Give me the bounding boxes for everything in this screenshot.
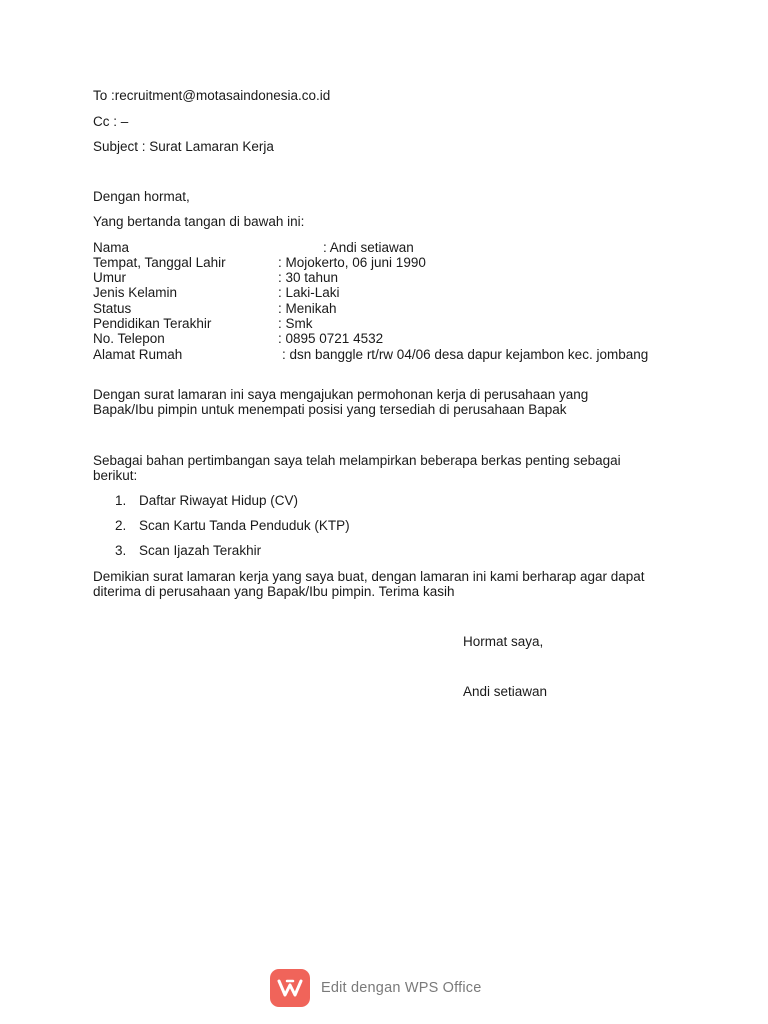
wps-edit-banner[interactable] — [270, 969, 482, 1007]
field-label-telepon: No. Telepon — [93, 331, 165, 346]
paragraph1-line2: Bapak/Ibu pimpin untuk menempati posisi yang tersediah di perusahaan Bapak — [93, 402, 567, 417]
signature-name: Andi setiawan — [463, 684, 548, 699]
email-subject-line: Subject : Surat Lamaran Kerja — [93, 139, 274, 154]
field-value-alamat: : dsn banggle rt/rw 04/06 desa dapur kejambon kec. jombang — [282, 347, 649, 362]
field-value-jenis-kelamin: : Laki-Laki — [278, 285, 340, 300]
field-label-nama: Nama — [93, 240, 130, 255]
field-value-ttl: : Mojokerto, 06 juni 1990 — [278, 255, 426, 270]
field-label-umur: Umur — [93, 270, 126, 285]
field-value-nama: : Andi setiawan — [323, 240, 414, 255]
field-value-umur: : 30 tahun — [278, 270, 339, 285]
field-label-pendidikan: Pendidikan Terakhir — [93, 316, 212, 331]
field-label-jenis-kelamin: Jenis Kelamin — [93, 285, 178, 300]
field-label-status: Status — [93, 301, 132, 316]
list-item-number: 2. — [115, 518, 127, 533]
paragraph2-line2: berikut: — [93, 468, 138, 483]
greeting: Dengan hormat, — [93, 189, 190, 204]
list-item-number: 1. — [115, 493, 127, 508]
wps-edit-label: Edit dengan WPS Office — [321, 980, 482, 996]
list-item-ijazah: Scan Ijazah Terakhir — [139, 543, 262, 558]
paragraph2-line1: Sebagai bahan pertimbangan saya telah melampirkan beberapa berkas penting sebagai — [93, 453, 621, 468]
field-value-telepon: : 0895 0721 4532 — [278, 331, 384, 346]
list-item-ktp: Scan Kartu Tanda Penduduk (KTP) — [139, 518, 350, 533]
paragraph1-line1: Dengan surat lamaran ini saya mengajukan permohonan kerja di perusahaan yang — [93, 387, 589, 402]
email-cc-line: Cc : – — [93, 114, 129, 129]
list-item-cv: Daftar Riwayat Hidup (CV) — [139, 493, 299, 508]
field-value-pendidikan: : Smk — [278, 316, 313, 331]
email-to-line: To :recruitment@motasaindonesia.co.id — [93, 88, 331, 103]
wps-office-logo-icon — [270, 969, 310, 1007]
intro-text: Yang bertanda tangan di bawah ini: — [93, 214, 305, 229]
field-label-alamat: Alamat Rumah — [93, 347, 183, 362]
field-label-ttl: Tempat, Tanggal Lahir — [93, 255, 226, 270]
closing-line1: Demikian surat lamaran kerja yang saya buat, dengan lamaran ini kami berharap agar dapat — [93, 569, 645, 584]
closing-line2: diterima di perusahaan yang Bapak/Ibu pimpin. Terima kasih — [93, 584, 455, 599]
field-value-status: : Menikah — [278, 301, 337, 316]
signature-salutation: Hormat saya, — [463, 634, 544, 649]
list-item-number: 3. — [115, 543, 127, 558]
